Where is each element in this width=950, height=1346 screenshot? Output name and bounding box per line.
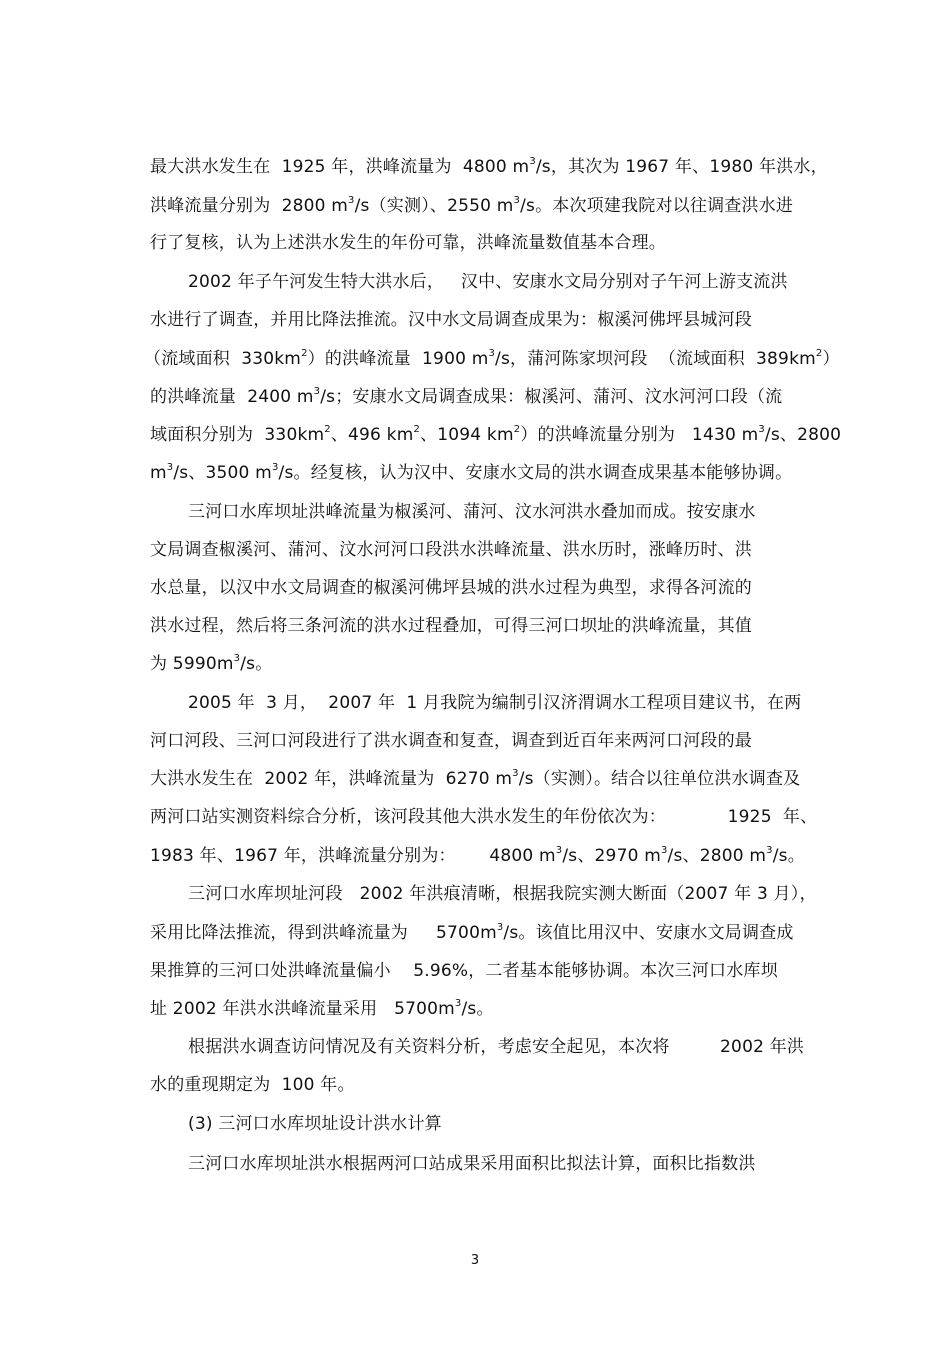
text-line-14: 为 $5990m^3/s$。 (150, 653, 273, 674)
text-line-22: 果推算的三河口处洪峰流量偏小 5.96%，二者基本能够协调。本次三河口水库坝 (150, 961, 778, 981)
section-heading: (3) 三河口水库坝址设计洪水计算 (188, 1114, 442, 1134)
text-line-3: 行了复核，认为上述洪水发生的年份可靠，洪峰流量数值基本合理。 (150, 233, 666, 253)
page-number: 3 (470, 1253, 480, 1268)
text-line-12: 水总量，以汉中水文局调查的椒溪河佛坪县城的洪水过程为典型，求得各河流的 (150, 578, 752, 598)
text-line-5: 水进行了调查，并用比降法推流。汉中水文局调查成果为：椒溪河佛坪县城河段 (150, 310, 752, 330)
text-line-6: （流域面积 $330km^2$）的洪峰流量 1900 $m^3/s$，蒲河陈家坝河段 （流域面积 $389km^2$） (144, 348, 840, 369)
text-line-4: 2002 年子午河发生特大洪水后， 汉中、安康水文局分别对子午河上游支流洪 (188, 272, 788, 292)
text-line-15: 2005 年 3 月， 2007 年 1 月我院为编制引汉济渭调水工程项目建议书，在两 (188, 693, 802, 713)
text-line-27: 三河口水库坝址洪水根据两河口站成果采用面积比拟法计算，面积比指数洪 (188, 1154, 756, 1174)
text-line-8: 域面积分别为 $330km^2$、496 $km^2$、1094 $km^2$）的洪峰流量分别为 1430 $m^3/s$、2800 (150, 424, 842, 445)
text-line-19: 1983 年、1967 年，洪峰流量分别为： 4800 $m^3/s$、2970 $m^3/s$、2800 $m^3/s$。 (150, 845, 805, 866)
text-line-10: 三河口水库坝址洪峰流量为椒溪河、蒲河、汶水河洪水叠加而成。按安康水 (188, 502, 756, 522)
text-line-24: 根据洪水调查访问情况及有关资料分析，考虑安全起见，本次将 2002 年洪 (188, 1037, 805, 1057)
text-line-9: $m^3/s$、3500 $m^3/s$。经复核，认为汉中、安康水文局的洪水调查成果基本能够协调。 (150, 462, 793, 483)
text-line-21: 采用比降法推流，得到洪峰流量为 $5700m^3/s$。该值比用汉中、安康水文局调查成 (150, 922, 794, 943)
text-line-25: 水的重现期定为 100 年。 (150, 1075, 355, 1095)
text-line-18: 两河口站实测资料综合分析，该河段其他大洪水发生的年份依次为： 1925 年、 (150, 807, 818, 827)
text-line-7: 的洪峰流量 2400 $m^3/s$；安康水文局调查成果：椒溪河、蒲河、汶水河河口段（流 (150, 386, 783, 407)
text-line-11: 文局调查椒溪河、蒲河、汶水河河口段洪水洪峰流量、洪水历时，涨峰历时、洪 (150, 540, 752, 560)
text-line-20: 三河口水库坝址河段 2002 年洪痕清晰，根据我院实测大断面（2007 年 3 月）， (188, 884, 817, 904)
text-line-17: 大洪水发生在 2002 年，洪峰流量为 6270 $m^3/s$（实测）。结合以往单位洪水调查及 (150, 768, 801, 789)
text-line-23: 址 2002 年洪水洪峰流量采用 $5700m^3/s$。 (150, 998, 494, 1019)
text-line-16: 河口河段、三河口河段进行了洪水调查和复查，调查到近百年来两河口河段的最 (150, 731, 752, 751)
text-line-2: 洪峰流量分别为 2800 $m^3/s$（实测）、2550 $m^3/s$。本次项建我院对以往调查洪水进 (150, 195, 794, 216)
text-line-13: 洪水过程，然后将三条河流的洪水过程叠加，可得三河口坝址的洪峰流量，其值 (150, 616, 752, 636)
text-line-1: 最大洪水发生在 1925 年，洪峰流量为 4800 $m^3/s$，其次为 1967 年、1980 年洪水， (150, 156, 828, 177)
